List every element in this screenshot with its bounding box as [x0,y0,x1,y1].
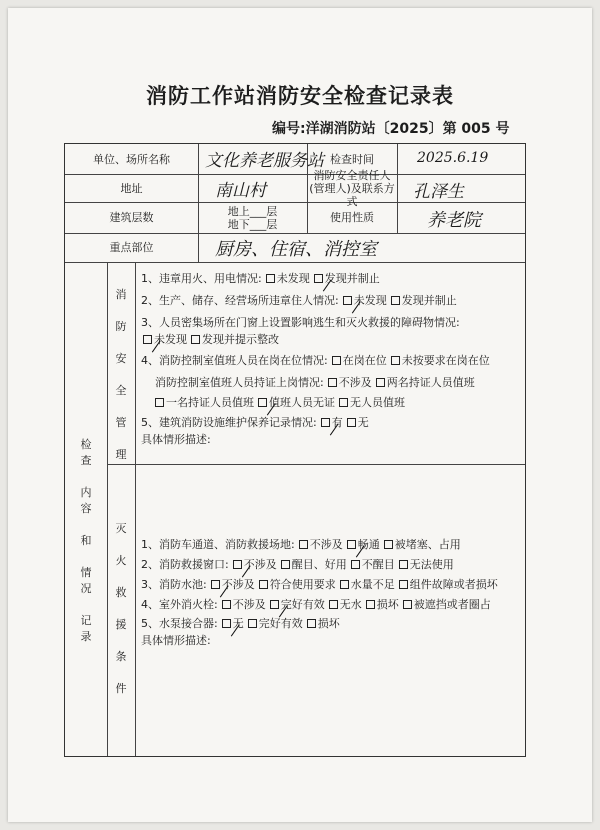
option-label: 未发现 [353,294,387,307]
col-divider [107,262,108,756]
section-b-char: 件 [115,682,127,695]
a-item-1-text: 1、违章用火、用电情况: [141,272,262,285]
row-divider [65,262,525,263]
checkbox[interactable] [328,378,337,387]
outer-char: 情况 [80,566,92,595]
checkbox[interactable] [399,580,408,589]
checkbox-checked[interactable] [233,560,242,569]
section-a-char: 理 [115,448,127,461]
section-outer-label [76,436,96,660]
option-label: 未发现 [154,333,187,346]
b-item-4-text: 4、室外消火栓: [141,598,218,611]
section-b-char: 援 [115,618,127,631]
b-item-3-text: 3、消防水池: [141,578,207,591]
option-label: 畅通 [357,538,380,551]
b-item-1 [141,536,461,552]
section-a-char: 管 [115,416,127,429]
section-b-char: 火 [115,554,127,567]
checkbox-checked[interactable] [211,580,220,589]
floors-below: 地下___层 [227,217,278,231]
option-label: 被遮挡或者圈占 [413,598,491,611]
option-label: 值班人员无证 [269,396,335,409]
checkbox[interactable] [248,619,257,628]
option-label: 未按要求在岗在位 [401,354,490,367]
b-item-4 [141,596,491,612]
option-label: 完好有效 [280,598,325,611]
checkbox[interactable] [259,580,268,589]
checkbox-checked[interactable] [347,540,356,549]
checkbox[interactable] [391,356,400,365]
form-title: 消防工作站消防安全检查记录表 [146,84,454,108]
a-item-5-text: 5、建筑消防设施维护保养记录情况: [141,416,317,429]
b-item-5 [141,615,340,631]
a-item-3-text: 3、人员密集场所在门窗上设置影响逃生和灭火救援的障碍物情况: [141,316,460,329]
checkbox[interactable] [340,580,349,589]
time-value: 2025.6.19 [417,150,489,166]
responsible-label [307,168,397,208]
option-label: 不涉及 [338,376,372,389]
a-item-1 [141,270,380,286]
option-label: 有 [331,416,343,429]
a-item-4b-text: 消防控制室值班人员持证上岗情况: [155,376,324,389]
checkbox[interactable] [266,274,275,283]
checkbox[interactable] [222,600,231,609]
usage-label: 使用性质 [330,211,374,224]
address-label: 地址 [120,181,143,195]
a-item-4-text: 4、消防控制室值班人员在岗在位情况: [141,354,328,367]
a-item-4c [151,394,405,410]
checkbox[interactable] [281,560,290,569]
option-label: 两名持证人员值班 [386,376,475,389]
checkbox[interactable] [155,398,164,407]
a-item-4 [141,352,490,368]
option-label: 未发现 [276,272,310,285]
checkbox[interactable] [391,296,400,305]
b-description: 具体情形描述: [141,634,211,647]
section-b-char: 灭 [115,522,127,535]
time-label: 检查时间 [330,152,374,166]
document-number: 编号:洋湖消防站〔2025〕第 005 号 [272,121,510,137]
inspection-table [64,143,526,757]
usage-value: 养老院 [427,210,481,231]
option-label: 不涉及 [309,538,343,551]
section-a-char: 安 [115,352,127,365]
option-label: 发现并制止 [401,294,457,307]
option-label: 不醒目 [361,558,395,571]
section-a-title [111,286,131,478]
checkbox[interactable] [329,600,338,609]
option-label: 不涉及 [232,598,266,611]
checkbox[interactable] [339,398,348,407]
option-label: 无人员值班 [350,396,405,409]
a-item-5 [141,414,369,430]
outer-char: 记录 [80,614,92,643]
checkbox-checked[interactable] [321,418,330,427]
checkbox[interactable] [376,378,385,387]
checkbox-checked[interactable] [222,619,231,628]
checkbox[interactable] [366,600,375,609]
b-item-5-text: 5、水泵接合器: [141,617,218,630]
a-item-2-text: 2、生产、储存、经营场所违章住人情况: [141,294,339,307]
option-label: 醒目、好用 [291,558,347,571]
checkbox[interactable] [403,600,412,609]
option-label: 被堵塞、占用 [394,538,461,551]
key-parts-label: 重点部位 [109,241,154,254]
option-label: 水量不足 [350,578,395,591]
option-label: 完好有效 [258,617,303,630]
unit-label: 单位、场所名称 [93,152,170,166]
row-divider [107,464,525,465]
b-item-1-text: 1、消防车通道、消防救援场地: [141,538,295,551]
floors-value [198,202,307,233]
outer-char: 内容 [80,486,92,515]
option-label: 无水 [339,598,362,611]
option-label: 无 [357,416,369,429]
option-label: 损坏 [317,617,340,630]
col-divider [397,144,398,233]
outer-char: 和 [80,534,92,547]
option-label: 无 [232,617,244,630]
checkbox[interactable] [307,619,316,628]
option-label: 损坏 [376,598,399,611]
checkbox[interactable] [351,560,360,569]
option-label: 组件故障或者损坏 [409,578,498,591]
option-label: 无法使用 [409,558,454,571]
checkbox-checked[interactable] [258,398,267,407]
a-item-3 [141,314,460,330]
b-item-2 [141,556,454,572]
address-value: 南山村 [215,181,266,201]
section-a-char: 防 [115,320,127,333]
key-parts-value: 厨房、住宿、消控室 [215,239,377,260]
checkbox[interactable] [332,356,341,365]
option-label: 发现并提示整改 [202,333,279,346]
option-label: 不涉及 [243,558,277,571]
option-label: 不涉及 [221,578,255,591]
checkbox-checked[interactable] [270,600,279,609]
checkbox[interactable] [399,560,408,569]
option-label: 一名持证人员值班 [166,396,254,409]
a-item-2 [141,292,457,308]
floors-label: 建筑层数 [109,211,154,224]
section-b-char: 条 [115,650,127,663]
outer-char: 检查 [80,438,92,467]
floors-above: 地上___层 [227,204,278,218]
checkbox[interactable] [384,540,393,549]
a-description: 具体情形描述: [141,433,211,446]
a-item-4b [155,374,475,390]
col-divider [135,262,136,756]
section-b-title [111,520,131,712]
responsible-label-line2: (管理人)及联系方式 [309,181,395,208]
checkbox[interactable] [191,335,200,344]
responsible-label-line1: 消防安全责任人 [313,168,391,182]
option-label: 在岗在位 [342,354,387,367]
a-item-3-options [139,331,279,347]
option-label: 符合使用要求 [269,578,336,591]
b-item-3 [141,576,498,592]
responsible-value: 孔泽生 [413,182,464,202]
checkbox-checked[interactable] [343,296,352,305]
section-b-char: 救 [115,586,127,599]
unit-value: 文化养老服务站 [205,151,324,171]
section-a-char: 消 [115,288,127,301]
checkbox[interactable] [347,418,356,427]
b-item-2-text: 2、消防救援窗口: [141,558,229,571]
checkbox[interactable] [299,540,308,549]
option-label: 发现并制止 [324,272,380,285]
checkbox-checked[interactable] [143,335,152,344]
checkbox-checked[interactable] [314,274,323,283]
section-a-char: 全 [115,384,127,397]
